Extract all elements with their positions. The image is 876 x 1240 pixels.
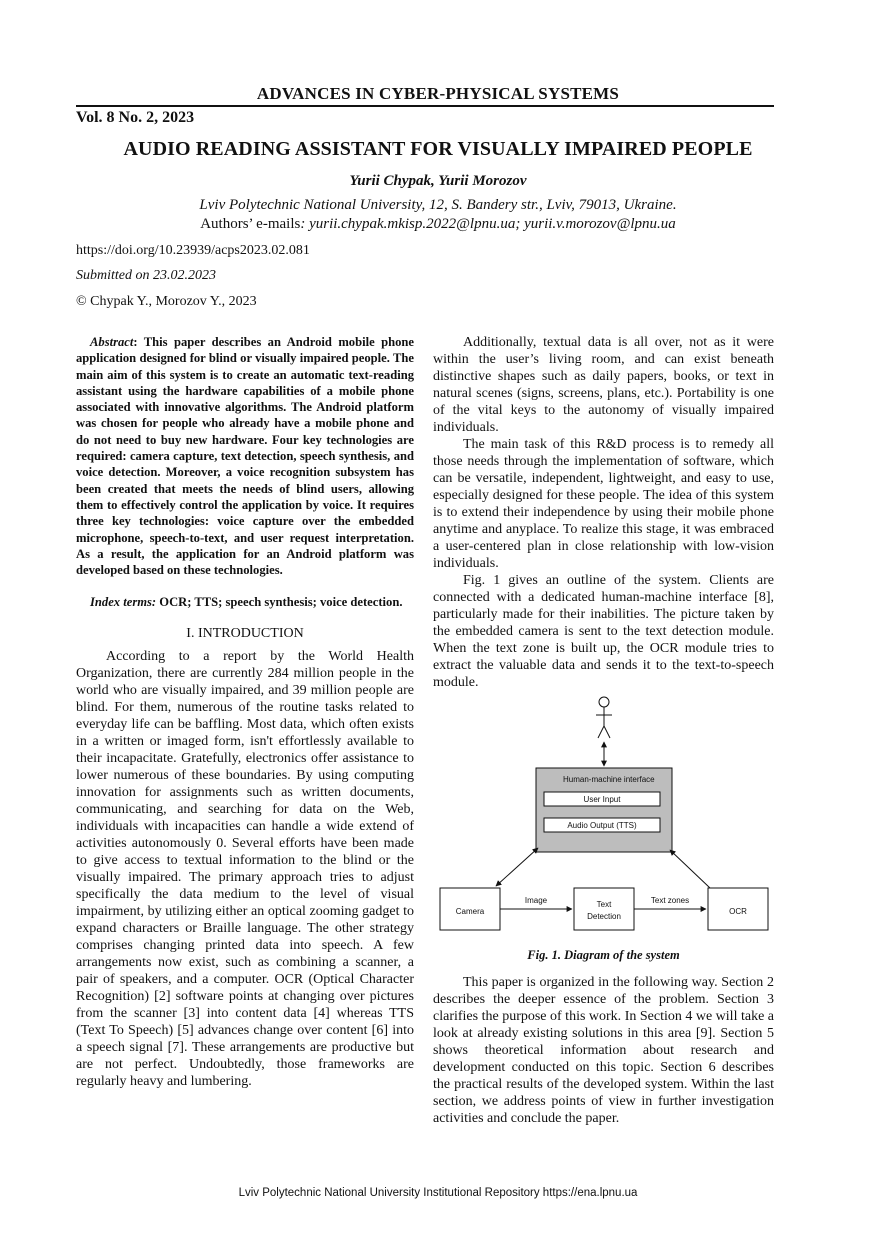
section-heading-introduction: I. INTRODUCTION: [186, 625, 304, 641]
emails-label: Authors’ e-mails: [200, 216, 301, 232]
hmi-camera-arrow: [496, 848, 538, 886]
abstract-label: Abstract: [90, 335, 134, 349]
abstract: [76, 334, 414, 578]
right-paragraph-2: The main task of this R&D process is to remedy all those needs through the implementation of software, which can be versatile, independent, lightweight, and easy to use, especially designed for these people. The idea of this system is to extend their independence by using their mobile phone anytime and anyplace. To realize this stage, it was embraced a user-centered plan in close relationship with low-vision individuals.: [433, 437, 774, 571]
emails-value[interactable]: : yurii.chypak.mkisp.2022@lpnu.ua; yurii.v.morozov@lpnu.ua: [300, 216, 676, 232]
journal-title: ADVANCES IN CYBER-PHYSICAL SYSTEMS: [256, 84, 620, 103]
submitted-date: Submitted on 23.02.2023: [76, 268, 216, 283]
index-terms-label: Index terms:: [90, 595, 157, 610]
right-column: [433, 334, 774, 691]
repository-footer: Lviv Polytechnic National University Institutional Repository https://ena.lpnu.ua: [238, 1187, 638, 1199]
hmi-label: Human-machine interface: [563, 775, 655, 784]
text-detection-label-2: Detection: [587, 912, 621, 921]
user-figure-icon: [596, 697, 612, 738]
left-column: [76, 334, 414, 1090]
right-paragraph-3: Fig. 1 gives an outline of the system. Clients are connected with a dedicated human-machine interface [8], particularly made for their inabilities. The picture taken by the embedded camera is sent to the text detection module. When the text zone is built up, the OCR module tries to extract the valuable data and sends it to the text-to-speech module.: [433, 573, 774, 690]
paper-title: AUDIO READING ASSISTANT FOR VISUALLY IMPAIRED PEOPLE: [123, 138, 753, 160]
text-detection-label-1: Text: [596, 900, 612, 909]
figure-caption: Fig. 1. Diagram of the system: [527, 948, 680, 962]
text-detection-box: [574, 888, 634, 930]
author-emails: [0, 216, 876, 233]
ocr-label: OCR: [729, 907, 747, 916]
text-zones-label: Text zones: [650, 896, 690, 905]
right-paragraph-1: Additionally, textual data is all over, not as it were within the user’s living room, and can exist beneath distinctive shapes such as daily papers, books, or text in natural scenes (signs, screens, plans, etc.). Portability is one of the vital keys to the autonomy of visually impaired individuals.: [433, 335, 774, 435]
system-diagram: [438, 690, 774, 938]
abstract-text: : This paper describes an Android mobile phone application designed for blind or visually impaired people. The main aim of this system is to create an automatic text-reading assistant using the hardware capabilities of a mobile phone associated with innovative algorithms. The Android platform was chosen for people who already have a mobile phone and do not need to buy new hardware. Four key technologies are required: camera capture, text detection, speech synthesis, and voice detection. Moreover, a voice recognition subsystem has been created that meets the needs of blind users, allowing them to effectively control the application by voice. It requires three key technologies: voice capture over the embedded microphone, speech-to-text, and user request interpretation. As a result, the application for an Android platform was developed based on these technologies.: [76, 335, 414, 578]
volume-info: Vol. 8 No. 2, 2023: [76, 109, 195, 126]
camera-label: Camera: [455, 907, 485, 916]
audio-output-label: Audio Output (TTS): [567, 821, 637, 830]
intro-paragraph-1: According to a report by the World Health Organization, there are currently 284 million people in the world who are visually impaired, and 39 million people are blind. For them, numerous of the routine tasks related to everyday life can be baffling. Most data, which often exists in a written or imaged form, isn't effortlessly available to their incapacitate. Gratefully, electronics offer assistance to lower numerous of these boundaries. By using computing innovation for assignments such as written documents, communicating, and searching for data on the Web, individuals with incapacities can handle a wide extend of activities autonomously 0. Several efforts have been made to give access to textual information to the blind or the visually impaired. The primary approach tries to adjust specifically the data medium to the level of visual impairment, by utilizing either an optical zooming gadget to expand characters or Braille language. The other strategy comprises changing printed data into speech. A few arrangements now exist, such as combining a scanner, a pair of speakers, and a computer. OCR (Optical Character Recognition) [2] software points at changing over pictures from the scanner [3] into content data [4] whereas TTS (Text To Speech) [5] advances change over content [6] into a speech signal [7]. These arrangements are productive but are not perfect. Undoubtedly, those frameworks are regularly heavy and lumbering.: [76, 648, 414, 1089]
user-input-label: User Input: [583, 795, 621, 804]
doi-link[interactable]: https://doi.org/10.23939/acps2023.02.081: [76, 243, 310, 258]
copyright: © Chypak Y., Morozov Y., 2023: [76, 294, 257, 309]
header-rule: [76, 105, 774, 107]
image-label: Image: [524, 896, 548, 905]
paper-authors: Yurii Chypak, Yurii Morozov: [349, 173, 527, 189]
right-column-lower: [433, 974, 774, 1127]
affiliation: Lviv Polytechnic National University, 12, S. Bandery str., Lviv, 79013, Ukraine.: [199, 197, 677, 213]
ocr-hmi-arrow: [670, 850, 710, 888]
right-paragraph-4: This paper is organized in the following way. Section 2 describes the deeper essence of the problem. Section 3 clarifies the purpose of this work. In Section 4 we will take a look at already existing solutions in this area [9]. Section 5 shows theoretical information about research and development conducted on this topic. Section 6 describes the practical results of the developed system. Within the last section, we address points of view in further investigation activities and conclude the paper.: [433, 975, 774, 1126]
index-terms: [76, 594, 414, 610]
index-terms-text: OCR; TTS; speech synthesis; voice detection.: [156, 595, 403, 610]
